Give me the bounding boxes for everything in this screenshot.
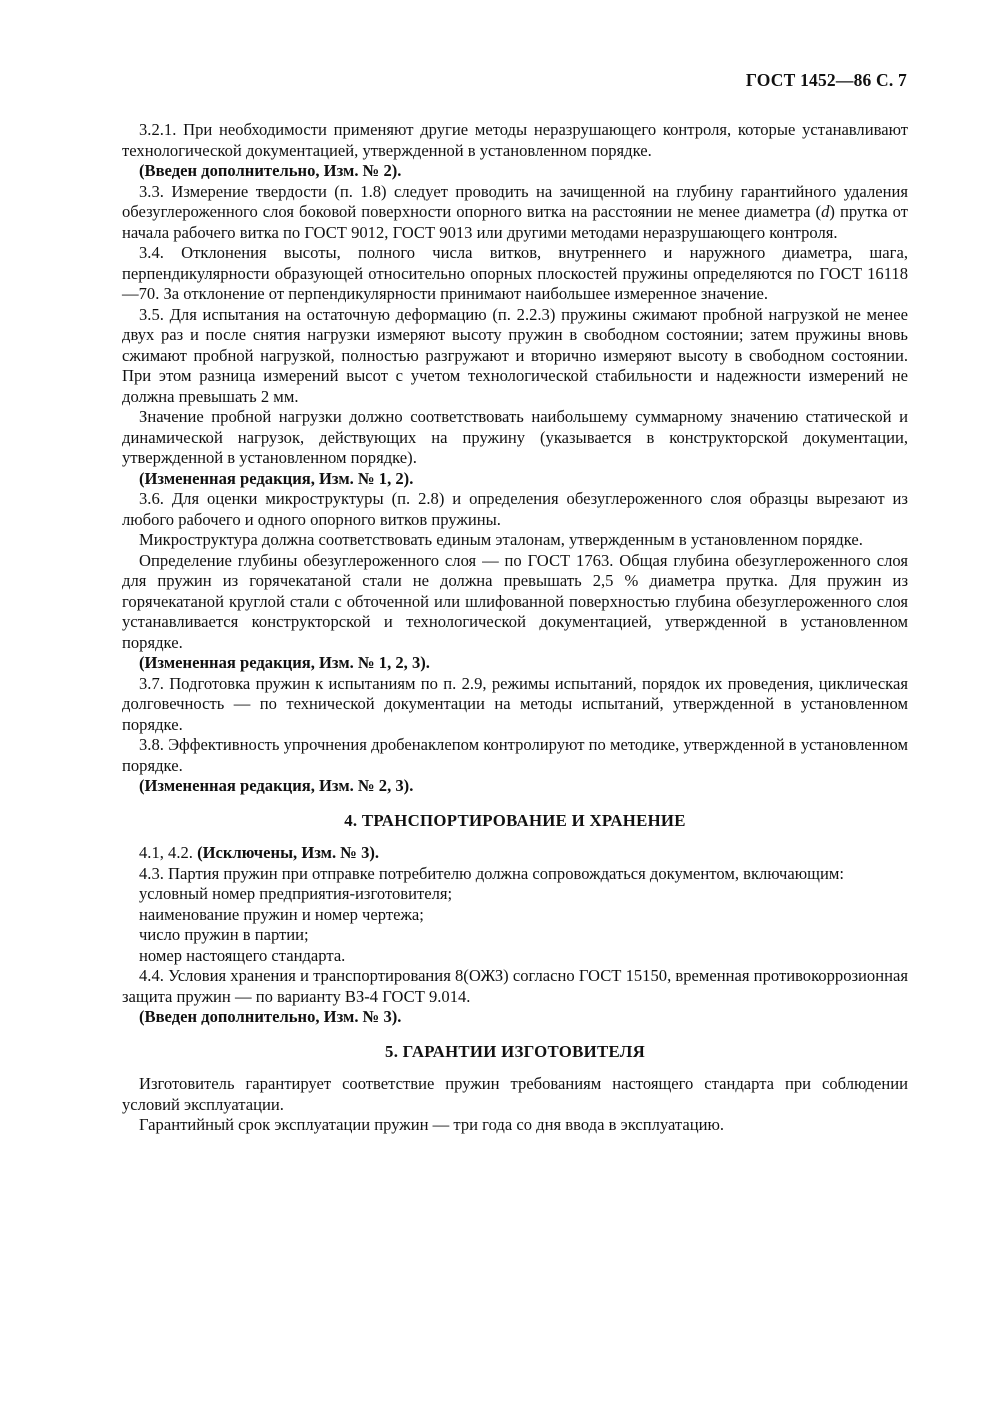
amendment-note: (Введен дополнительно, Изм. № 2). <box>139 161 402 180</box>
paragraph-text: 3.3. Измерение твердости (п. 1.8) следует проводить на зачищенной на глубину гарантийного удаления обезуглероженного слоя боковой поверхности опорного витка на расстоянии не менее диаметра ( <box>122 181 908 221</box>
paragraph-3-7: 3.7. Подготовка пружин к испытаниям по п. 2.9, режимы испытаний, порядок их проведения, циклическая долговечность — по технической документации на методы испытаний, утвержденной в установленном порядке. <box>122 673 908 734</box>
amendment-note: (Измененная редакция, Изм. № 2, 3). <box>139 776 414 795</box>
paragraph-4-3: 4.3. Партия пружин при отправке потребителю должна сопровождаться документом, включающим: <box>139 863 844 883</box>
paragraph-3-8: 3.8. Эффективность упрочнения дробенаклепом контролируют по методике, утвержденной в установленном порядке. <box>122 735 908 775</box>
list-item: номер настоящего стандарта. <box>139 945 346 965</box>
page-header: ГОСТ 1452—86 С. 7 <box>745 70 907 90</box>
paragraph-3-4: 3.4. Отклонения высоты, полного числа витков, внутреннего и наружного диаметра, шага, перпендикулярности образующей относительно опорных плоскостей пружины определяются по ГОСТ 16118—70. За отклонение от перпендикулярности принимают наибольшее измеренное значение. <box>122 243 908 303</box>
paragraph-3-5-load: Значение пробной нагрузки должно соответствовать наибольшему суммарному значению статической и динамической нагрузок, действующих на пружину (указывается в конструкторской документации, утвержденной в установленном порядке). <box>122 407 908 467</box>
paragraph-4-1 <box>122 843 908 864</box>
amendment-note: (Введен дополнительно, Изм. № 3). <box>139 1007 402 1026</box>
paragraph-3-2-1: 3.2.1. При необходимости применяют другие методы неразрушающего контроля, которые устанавливают технологической документацией, утвержденной в установленном порядке. <box>122 120 908 160</box>
document-body <box>122 120 908 1136</box>
paragraph-3-6: 3.6. Для оценки микроструктуры (п. 2.8) и определения обезуглероженного слоя образцы вырезают из любого рабочего и одного опорного витков пружины. <box>122 489 908 529</box>
list-item: условный номер предприятия-изготовителя; <box>139 884 453 903</box>
paragraph-3-3 <box>122 182 908 244</box>
paragraph-text: ) прутка от начала рабочего витка по ГОСТ 9012, ГОСТ 9013 или другими методами неразрушающего контроля. <box>122 202 908 242</box>
symbol-d: d <box>821 202 830 221</box>
section-heading-5: 5. ГАРАНТИИ ИЗГОТОВИТЕЛЯ <box>385 1041 645 1061</box>
list-item: наименование пружин и номер чертежа; <box>139 904 424 924</box>
amendment-note: (Измененная редакция, Изм. № 1, 2). <box>139 468 414 488</box>
paragraph-3-6-microstructure: Микроструктура должна соответствовать единым эталонам, утвержденным в установленном порядке. <box>139 530 863 549</box>
amendment-note: (Исключены, Изм. № 3). <box>197 843 380 862</box>
list-item: число пружин в партии; <box>139 925 309 944</box>
paragraph-number: 4.1, 4.2. <box>139 843 198 862</box>
paragraph-5-2: Гарантийный срок эксплуатации пружин — три года со дня ввода в эксплуатацию. <box>139 1115 725 1134</box>
section-heading-4: 4. ТРАНСПОРТИРОВАНИЕ И ХРАНЕНИЕ <box>344 810 686 830</box>
paragraph-5-1: Изготовитель гарантирует соответствие пружин требованиям настоящего стандарта при соблюдении условий эксплуатации. <box>122 1074 908 1114</box>
paragraph-3-6-decarburization: Определение глубины обезуглероженного слоя — по ГОСТ 1763. Общая глубина обезуглероженного слоя для пружин из горячекатаной стали не должна превышать 2,5 % диаметра прутка. Для пружин из горячекатаной круглой стали с обточенной или шлифованной поверхностью глубина обезуглероженного слоя устанавливается конструкторской и технологической документацией, утвержденной в установленном порядке. <box>122 550 908 652</box>
paragraph-3-5: 3.5. Для испытания на остаточную деформацию (п. 2.2.3) пружины сжимают пробной нагрузкой не менее двух раз и после снятия нагрузки измеряют высоту пружин в свободном состоянии; затем пружины вновь сжимают пробной нагрузкой, полностью разгружают и вторично измеряют высоту в свободном состоянии. При этом разница измерений высот с учетом технологической стабильности и надежности измерений не должна превышать 2 мм. <box>122 304 908 406</box>
paragraph-4-4: 4.4. Условия хранения и транспортирования 8(ОЖЗ) согласно ГОСТ 15150, временная противокоррозионная защита пружин — по варианту ВЗ-4 ГОСТ 9.014. <box>122 966 908 1006</box>
amendment-note: (Измененная редакция, Изм. № 1, 2, 3). <box>139 653 430 672</box>
